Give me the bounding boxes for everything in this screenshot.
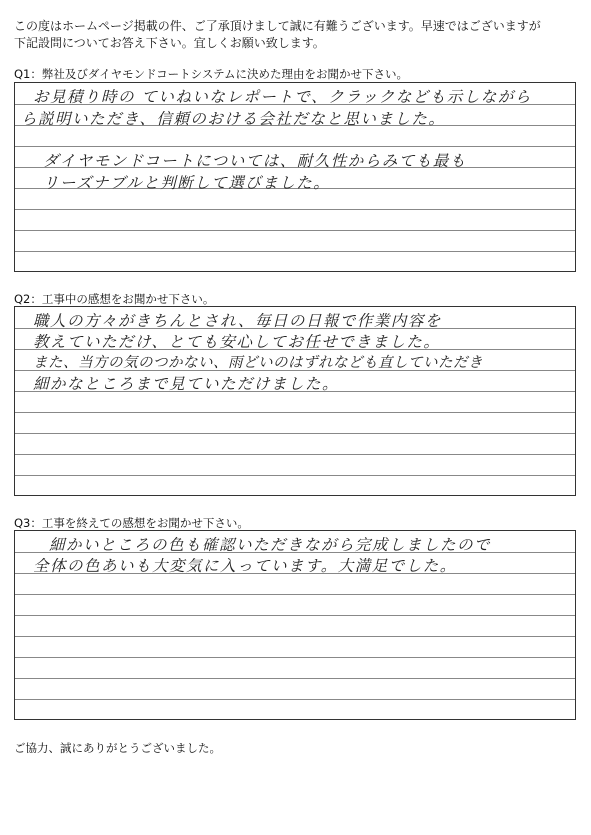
rule-line [15,594,575,595]
rule-line [15,251,575,252]
handwritten-answer-line: 全体の色あいも大変気に入っています。大満足でした。 [33,557,457,575]
handwritten-answer-line: ダイヤモンドコートについては、耐久性からみても最も [43,152,467,170]
rule-line [15,230,575,231]
rule-line [15,475,575,476]
rule-line [15,209,575,210]
handwritten-answer-line: 細かなところまで見ていただけました。 [33,375,340,393]
handwritten-answer-line: 職人の方々がきちんとされ、毎日の日報で作業内容を [33,312,442,330]
rule-line [15,454,575,455]
handwritten-answer-line: 細かいところの色も確認いただきながら完成しましたので [49,536,492,554]
handwritten-answer-line: お見積り時の ていねいなレポートで、クラックなども示しながら [33,88,532,106]
rule-line [15,699,575,700]
question-1-label: Q1：弊社及びダイヤモンドコートシステムに決めた理由をお聞かせ下さい。 [14,67,409,81]
handwritten-answer-line: リーズナブルと判断して選びました。 [43,174,331,192]
answer-box-3 [14,530,576,720]
closing-text: ご協力、誠にありがとうございました。 [14,741,221,755]
rule-line [15,146,575,147]
question-2-label: Q2：工事中の感想をお聞かせ下さい。 [14,292,215,306]
handwritten-answer-line: 教えていただけ、とても安心してお任せできました。 [33,333,441,351]
handwritten-answer-line: また、当方の気のつかない、雨どいのはずれなども直していただき [33,355,483,371]
rule-line [15,657,575,658]
intro-line-1: この度はホームページ掲載の件、ご了承頂けまして誠に有難うございます。早速ではございますが [14,19,541,33]
rule-line [15,615,575,616]
rule-line [15,678,575,679]
question-3-label: Q3：工事を終えての感想をお聞かせ下さい。 [14,516,249,530]
rule-line [15,433,575,434]
answer-box-1 [14,82,576,272]
answer-box-2 [14,306,576,496]
intro-text [14,18,574,52]
rule-line [15,412,575,413]
handwritten-answer-line: ら説明いただき、信頼のおける会社だなと思いました。 [21,110,446,128]
rule-line [15,636,575,637]
intro-line-2: 下記設問についてお答え下さい。宜しくお願い致します。 [14,36,325,50]
